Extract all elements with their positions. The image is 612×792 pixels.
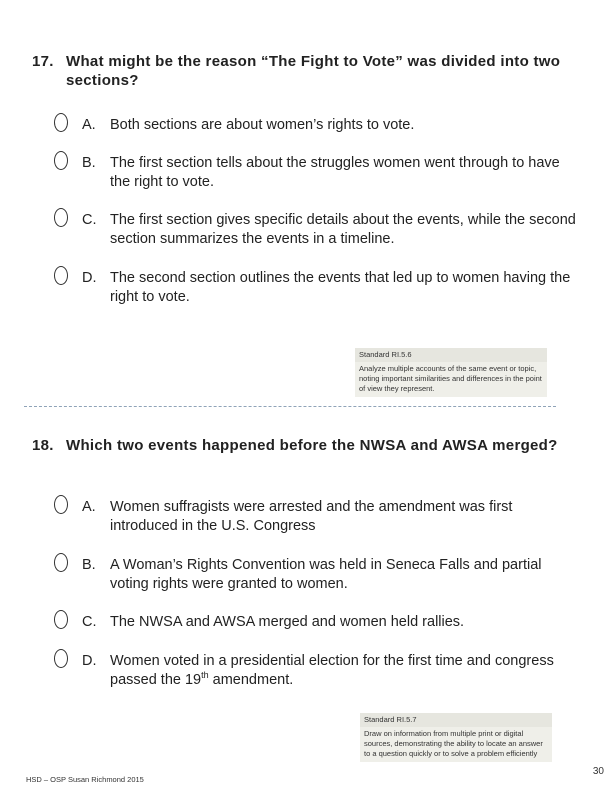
option-text — [110, 652, 580, 690]
page-number: 30 — [592, 766, 604, 777]
option-letter: D. — [82, 653, 97, 669]
standard-description: Analyze multiple accounts of the same event or topic, noting important similarities and differences in the point of view they represent. — [355, 362, 547, 397]
answer-bubble[interactable] — [54, 649, 68, 668]
answer-bubble[interactable] — [54, 553, 68, 572]
option-letter: C. — [82, 212, 97, 228]
answer-bubble[interactable] — [54, 208, 68, 227]
question-18 — [32, 436, 592, 455]
option-text: The first section gives specific details about the events, while the second section summarizes the events in a timeline. — [110, 212, 576, 247]
footer-credit: HSD – OSP Susan Richmond 2015 — [26, 775, 144, 784]
ordinal-suffix: th — [201, 670, 209, 681]
standard-title: Standard RI.5.6 — [355, 348, 547, 362]
section-divider — [24, 406, 556, 407]
answer-bubble[interactable] — [54, 495, 68, 514]
option-letter: A. — [82, 117, 96, 133]
option-text: Both sections are about women’s rights to vote. — [110, 117, 415, 133]
question-text: What might be the reason “The Fight to Vote” was divided into two sections? — [66, 53, 561, 89]
option-text: The second section outlines the events that led up to women having the right to vote. — [110, 270, 571, 305]
option-text: The first section tells about the struggles women went through to have the right to vote. — [110, 155, 560, 190]
standard-box-ri-5-6 — [355, 348, 547, 397]
answer-bubble[interactable] — [54, 151, 68, 170]
option-text: Women suffragists were arrested and the amendment was first introduced in the U.S. Congress — [110, 499, 513, 534]
option-letter: D. — [82, 270, 97, 286]
question-18-title — [32, 436, 592, 455]
question-number: 17. — [32, 53, 54, 70]
option-text: A Woman’s Rights Convention was held in Seneca Falls and partial voting rights were granted to women. — [110, 557, 542, 592]
option-text: The NWSA and AWSA merged and women held rallies. — [110, 614, 465, 630]
answer-bubble[interactable] — [54, 113, 68, 132]
question-number: 18. — [32, 437, 54, 454]
standard-title: Standard RI.5.7 — [360, 713, 552, 727]
answer-bubble[interactable] — [54, 266, 68, 285]
question-17-title — [32, 52, 592, 90]
standard-description: Draw on information from multiple print or digital sources, demonstrating the ability to locate an answer to a question quickly or to solve a problem efficiently — [360, 727, 552, 762]
answer-bubble[interactable] — [54, 610, 68, 629]
question-17 — [32, 52, 592, 90]
option-letter: C. — [82, 614, 97, 630]
option-letter: B. — [82, 155, 96, 171]
option-letter: A. — [82, 499, 96, 515]
option-text-main: Women voted in a presidential election for the first time and congress passed the 19 — [110, 653, 554, 688]
option-letter: B. — [82, 557, 96, 573]
option-text-end: amendment. — [208, 672, 294, 688]
standard-box-ri-5-7 — [360, 713, 552, 762]
question-text: Which two events happened before the NWSA and AWSA merged? — [66, 437, 558, 454]
